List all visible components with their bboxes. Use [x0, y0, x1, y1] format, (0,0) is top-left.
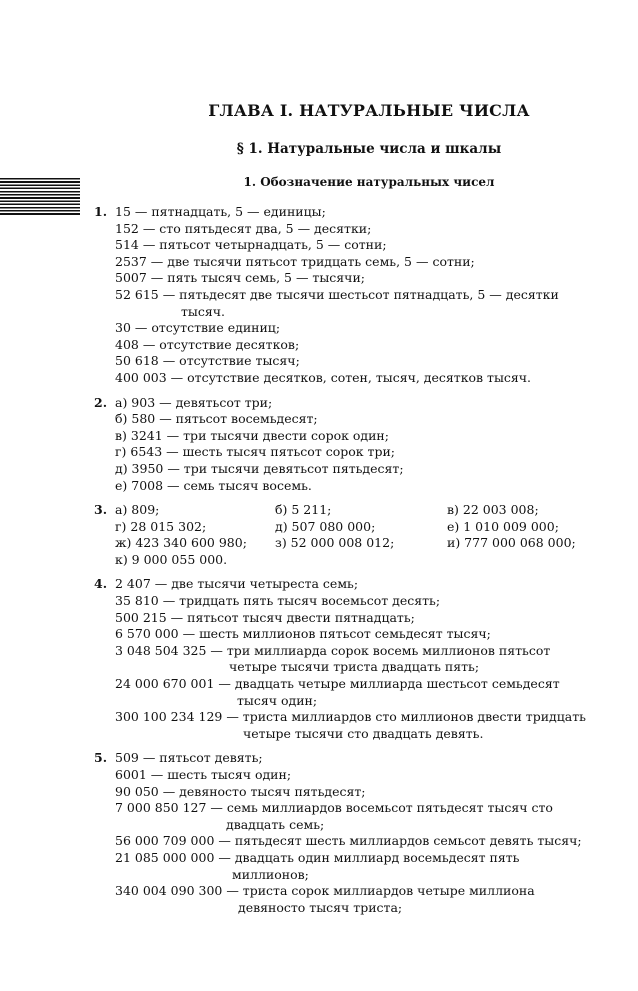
answer-line: г) 6543 — шесть тысяч пятьсот сорок три; [115, 444, 396, 460]
answer-cell: ж) 423 340 600 980; [115, 535, 247, 551]
answer-line: 15 — пятнадцать, 5 — единицы; [115, 204, 326, 219]
answer-cell: е) 1 010 009 000; [447, 518, 559, 534]
problem-number: 1. [94, 204, 108, 219]
answer-line: 24 000 670 001 — двадцать четыре миллиарда шестьсот семьдесят [115, 676, 560, 692]
problem-number: 5. [94, 750, 108, 766]
problem-number: 2. [94, 394, 108, 410]
answer-line: 56 000 709 000 — пятьдесят шесть миллиардов семьсот девять тысяч; [115, 833, 582, 849]
answer-line: 7 000 850 127 — семь миллиардов восемьсот пятьдесят тысяч сто [115, 800, 553, 816]
problem-1 [94, 204, 614, 387]
answer-line: 340 004 090 300 — триста сорок миллиардов четыре миллиона [115, 883, 535, 899]
section-title: § 1. Натуральные числа и шкалы [236, 141, 502, 157]
answer-line: 90 050 — девяносто тысяч пятьдесят; [115, 783, 366, 799]
answer-line-continuation: тысяч. [181, 303, 225, 319]
answer-cell: д) 507 080 000; [275, 518, 376, 534]
answer-line: в) 3241 — три тысячи двести сорок один; [115, 427, 389, 443]
problem-2 [94, 395, 614, 495]
answer-line: д) 3950 — три тысячи девятьсот пятьдесят; [115, 460, 404, 476]
answer-line: 500 215 — пятьсот тысяч двести пятнадцать; [115, 609, 415, 625]
answer-cell: г) 28 015 302; [115, 518, 207, 534]
answer-line: 6 570 000 — шесть миллионов пятьсот семьдесят тысяч; [115, 626, 491, 642]
answer-line: 52 615 — пятьдесят две тысячи шестьсот пятнадцать, 5 — десятки [115, 286, 559, 302]
solutions-list [94, 204, 614, 916]
answer-cell: а) 809; [115, 502, 160, 518]
answer-line: б) 580 — пятьсот восемьдесят; [115, 411, 318, 427]
answer-cell: и) 777 000 068 000; [447, 535, 576, 551]
answer-line: е) 7008 — семь тысяч восемь. [115, 477, 312, 493]
answer-line: 408 — отсутствие десятков; [115, 336, 300, 352]
answer-grid [115, 502, 614, 568]
answer-line: 21 085 000 000 — двадцать один миллиард восемьдесят пять [115, 849, 520, 865]
answer-line: а) 903 — девятьсот три; [115, 394, 273, 410]
answer-line-continuation: девяносто тысяч триста; [238, 899, 403, 915]
answer-cell: з) 52 000 008 012; [275, 535, 395, 551]
answer-line: 2537 — две тысячи пятьсот тридцать семь, 5 — сотни; [115, 253, 475, 269]
answer-line: 5007 — пять тысяч семь, 5 — тысячи; [115, 270, 365, 286]
answer-cell: к) 9 000 055 000. [115, 551, 228, 567]
subsection-title: 1. Обозначение натуральных чисел [243, 175, 495, 189]
answer-line: 3 048 504 325 — три миллиарда сорок восемь миллионов пятьсот [115, 642, 551, 658]
answer-line: 152 — сто пятьдесят два, 5 — десятки; [115, 220, 372, 236]
answer-line: 6001 — шесть тысяч один; [115, 767, 292, 782]
answer-line-continuation: тысяч один; [237, 692, 318, 708]
answer-line: 30 — отсутствие единиц; [115, 320, 281, 336]
answer-line: 514 — пятьсот четырнадцать, 5 — сотни; [115, 237, 387, 253]
problem-number: 4. [94, 576, 108, 592]
chapter-title: ГЛАВА I. НАТУРАЛЬНЫЕ ЧИСЛА [208, 101, 530, 120]
answer-line: 509 — пятьсот девять; [115, 750, 263, 766]
problem-number: 3. [94, 502, 108, 518]
answer-cell: б) 5 211; [275, 502, 332, 518]
answer-line-continuation: четыре тысячи триста двадцать пять; [229, 659, 480, 675]
answer-line: 400 003 — отсутствие десятков, сотен, тысяч, десятков тысяч. [115, 369, 532, 385]
problem-3 [94, 502, 614, 568]
problem-5 [94, 750, 614, 916]
answer-line: 300 100 234 129 — триста миллиардов сто миллионов двести тридцать [115, 709, 586, 725]
answer-line-continuation: миллионов; [232, 866, 309, 882]
answer-line: 2 407 — две тысячи четыреста семь; [115, 576, 359, 592]
problem-4 [94, 576, 614, 742]
answer-line-continuation: четыре тысячи сто двадцать девять. [243, 725, 484, 741]
answer-line-continuation: двадцать семь; [226, 816, 325, 832]
answer-line: 35 810 — тридцать пять тысяч восемьсот десять; [115, 593, 441, 609]
answer-cell: в) 22 003 008; [447, 502, 539, 518]
answer-line: 50 618 — отсутствие тысяч; [115, 353, 300, 369]
